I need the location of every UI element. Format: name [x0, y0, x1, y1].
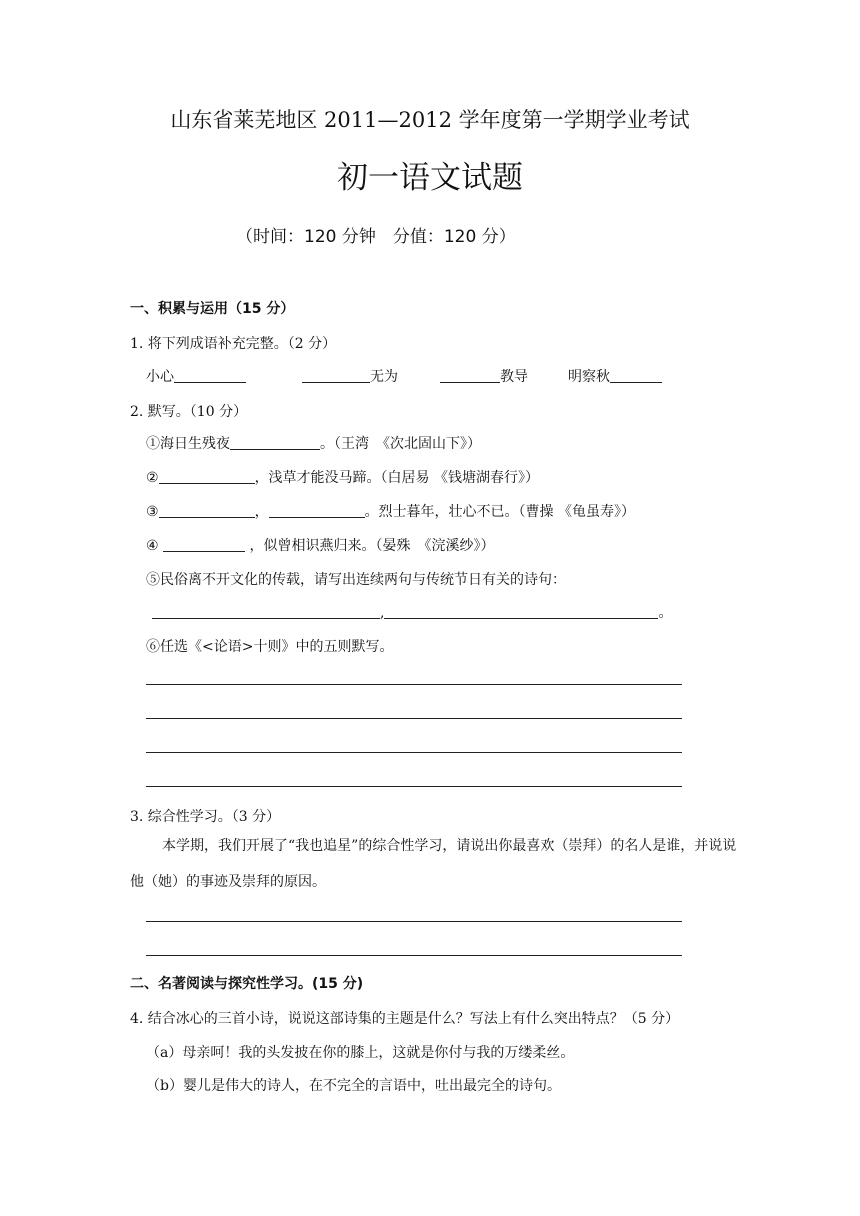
idiom-3 — [440, 366, 528, 386]
recitation-item-6: ⑥任选《<论语>十则》中的五则默写。 — [146, 639, 394, 655]
section-1-title: 一、积累与运用（15 分） — [130, 301, 295, 317]
answer-line[interactable] — [146, 684, 682, 685]
item-3-sep: ， — [254, 504, 269, 520]
recitation-item-2 — [146, 467, 539, 487]
answer-blank[interactable] — [384, 604, 658, 619]
answer-blank[interactable] — [159, 469, 255, 484]
item-5-end: 。 — [658, 605, 673, 621]
recitation-item-3 — [146, 501, 635, 521]
answer-line[interactable] — [146, 752, 682, 753]
answer-blank[interactable] — [152, 604, 380, 619]
exam-header-line: 山东省莱芜地区 2011—2012 学年度第一学期学业考试 — [170, 108, 690, 132]
idiom-4 — [568, 366, 662, 386]
poem-a: （a）母亲呵！我的头发披在你的膝上，这就是你付与我的万缕柔丝。 — [146, 1045, 575, 1061]
question-4-stem: 4. 结合冰心的三首小诗，说说这部诗集的主题是什么？写法上有什么突出特点？（5 分） — [130, 1011, 680, 1027]
answer-blank[interactable] — [610, 368, 662, 383]
exam-time-score: （时间：120 分钟 分值：120 分） — [236, 227, 516, 247]
answer-blank[interactable] — [269, 503, 365, 518]
question-3-body: 本学期，我们开展了“我也追星”的综合性学习，请说出你最喜欢（崇拜）的名人是谁，并说说他（她）的事迹及崇拜的原因。 — [130, 838, 737, 890]
idiom-2-text: 无为 — [370, 369, 398, 385]
item-4-text: ，似曾相识燕归来。（晏殊 《浣溪纱》） — [245, 538, 495, 554]
idiom-4-text: 明察秋 — [568, 369, 610, 385]
item-4-num: ④ — [146, 538, 164, 554]
question-1-stem: 1. 将下列成语补充完整。（2 分） — [130, 336, 337, 352]
answer-line[interactable] — [146, 786, 682, 787]
answer-blank[interactable] — [174, 368, 246, 383]
answer-line[interactable] — [146, 718, 682, 719]
item-3-text: 。烈士暮年，壮心不已。（曹操 《龟虽寿》） — [364, 504, 636, 520]
poem-b: （b）婴儿是伟大的诗人，在不完全的言语中，吐出最完全的诗句。 — [146, 1078, 561, 1094]
idiom-2 — [302, 366, 398, 386]
item-5-sep: , — [380, 605, 385, 621]
recitation-item-4 — [146, 535, 494, 555]
recitation-item-1 — [146, 433, 481, 453]
item-2-text: ，浅草才能没马蹄。（白居易 《钱塘湖春行》） — [254, 470, 540, 486]
item-1-text: ①海日生残夜 — [146, 436, 230, 452]
idiom-1-text: 小心 — [146, 369, 174, 385]
section-2-title: 二、名著阅读与探究性学习。(15 分) — [130, 976, 364, 992]
answer-blank[interactable] — [440, 368, 500, 383]
idiom-3-text: 教导 — [500, 369, 528, 385]
answer-line[interactable] — [146, 921, 682, 922]
exam-title: 初一语文试题 — [337, 160, 523, 196]
answer-blank[interactable] — [163, 537, 245, 552]
recitation-item-5: ⑤民俗离不开文化的传载，请写出连续两句与传统节日有关的诗句： — [146, 572, 566, 588]
recitation-item-5-answer — [152, 602, 672, 622]
question-3-stem: 3. 综合性学习。（3 分） — [130, 809, 281, 825]
answer-blank[interactable] — [302, 368, 370, 383]
item-1-source: 。（王湾 《次北固山下》） — [320, 436, 481, 452]
item-3-num: ③ — [146, 504, 159, 520]
answer-blank[interactable] — [230, 435, 320, 450]
answer-blank[interactable] — [159, 503, 255, 518]
idiom-1 — [146, 366, 246, 386]
question-2-stem: 2. 默写。（10 分） — [130, 404, 248, 420]
item-2-num: ② — [146, 470, 159, 486]
answer-line[interactable] — [146, 955, 682, 956]
